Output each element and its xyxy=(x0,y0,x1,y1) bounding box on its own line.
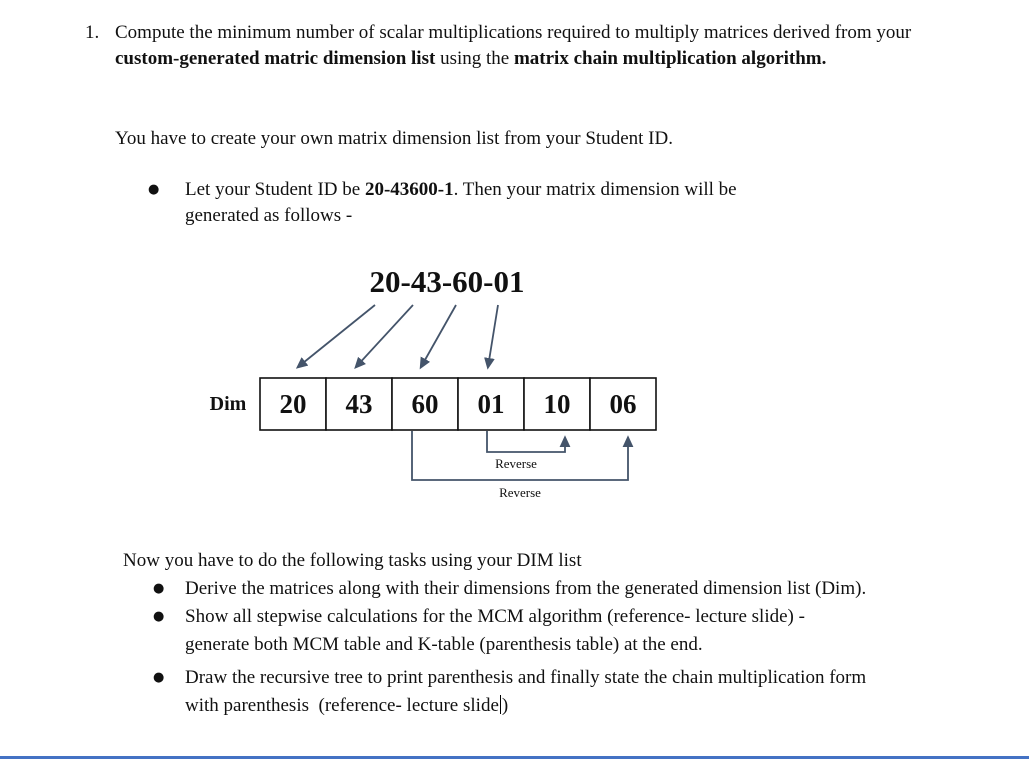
task-item-3-text xyxy=(185,664,866,720)
mapping-arrow-3 xyxy=(421,305,456,367)
reverse-arrow-inner xyxy=(487,431,565,452)
reverse-label-inner: Reverse xyxy=(495,456,537,471)
example-bullet-text xyxy=(185,177,813,229)
dim-label: Dim xyxy=(209,393,247,415)
task-item-2-text xyxy=(185,603,805,659)
dim-cell-value: 60 xyxy=(411,389,439,419)
example-part1: Let your Student ID be xyxy=(185,179,365,200)
dim-cell-value: 01 xyxy=(477,389,505,419)
mapping-arrow-4 xyxy=(488,305,498,367)
bullet-icon: ● xyxy=(153,581,165,596)
question-intro-text xyxy=(115,20,913,72)
student-id-display: 20-43-60-01 xyxy=(369,264,525,299)
intro-bold2: matrix chain multiplication algorithm. xyxy=(513,48,827,69)
task-item-3 xyxy=(123,664,1015,720)
bullet-icon: ● xyxy=(148,182,160,197)
reverse-label-outer: Reverse xyxy=(499,485,541,500)
question-number: 1. xyxy=(85,22,100,43)
tasks-intro: Now you have to do the following tasks using your DIM list xyxy=(123,550,582,571)
task3-line1: Draw the recursive tree to print parenthesis and finally state the chain multiplication form xyxy=(185,667,867,688)
dimension-diagram xyxy=(180,250,700,508)
example-student-id: 20-43600-1 xyxy=(364,179,454,200)
instruction-paragraph: You have to create your own matrix dimension list from your Student ID. xyxy=(115,128,673,149)
intro-part2: using the xyxy=(435,48,514,69)
example-part2: . Then your matrix dimension will be generated as follows - xyxy=(185,179,737,226)
dim-cell-value: 43 xyxy=(345,389,373,419)
dim-cell-value: 10 xyxy=(543,389,571,419)
example-bullet xyxy=(148,177,813,229)
tasks-section xyxy=(123,547,1015,720)
task3-close-paren: ) xyxy=(501,695,509,716)
task-item-1 xyxy=(123,575,1015,603)
bullet-icon: ● xyxy=(153,609,165,624)
text-cursor xyxy=(500,695,501,714)
intro-bold1: custom-generated matric dimension list xyxy=(115,48,436,69)
task3-line2: with parenthesis (reference- lecture slide xyxy=(185,695,499,716)
dim-cell-value: 06 xyxy=(609,389,637,419)
question-1 xyxy=(85,20,913,72)
bottom-accent-line xyxy=(0,756,1029,759)
task2-line2: generate both MCM table and K-table (parenthesis table) at the end. xyxy=(185,634,703,655)
task-item-2 xyxy=(123,603,1015,659)
dim-table xyxy=(260,378,656,430)
task2-line1: Show all stepwise calculations for the MCM algorithm (reference- lecture slide) - xyxy=(185,606,805,627)
bullet-icon: ● xyxy=(153,670,165,685)
dim-cell-value: 20 xyxy=(279,389,307,419)
task1-line1: Derive the matrices along with their dimensions from the generated dimension list (Dim). xyxy=(185,578,867,599)
intro-part1: Compute the minimum number of scalar multiplications required to multiply matrices derived from your xyxy=(115,22,912,43)
task-item-1-text xyxy=(185,575,866,603)
